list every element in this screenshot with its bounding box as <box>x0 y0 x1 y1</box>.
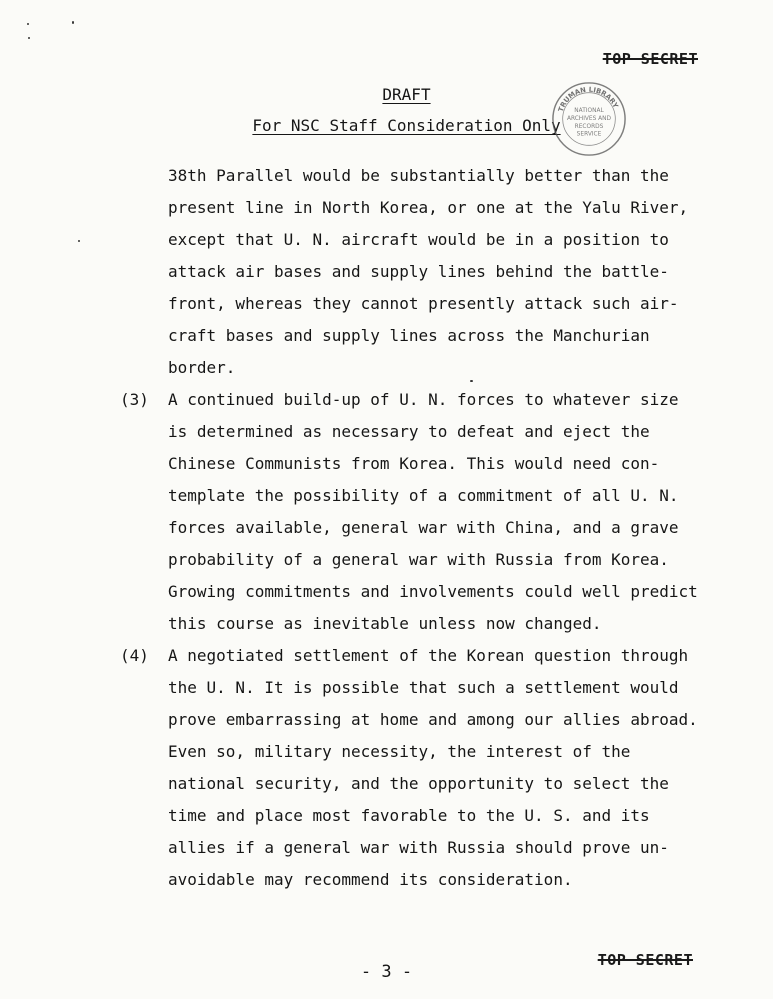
draft-label: DRAFT <box>382 85 431 104</box>
stamp-text-4: SERVICE <box>576 131 602 138</box>
text-line: template the possibility of a commitment of all U. N. <box>168 486 679 505</box>
text-line: probability of a general war with Russia from Korea. <box>168 550 669 569</box>
text-line: allies if a general war with Russia should prove un- <box>168 838 669 857</box>
text-line: attack air bases and supply lines behind the battle- <box>168 262 669 281</box>
paragraph-4 <box>0 640 773 896</box>
text-line: Even so, military necessity, the interest of the <box>168 742 631 761</box>
text-line: Growing commitments and involvements could well predict <box>168 582 698 601</box>
body-text <box>0 160 773 896</box>
text-line: present line in North Korea, or one at the Yalu River, <box>168 198 689 217</box>
page-number: - 3 - <box>360 962 413 982</box>
text-line: except that U. N. aircraft would be in a position to <box>168 230 669 249</box>
speck <box>72 21 74 24</box>
stamp-text-1: NATIONAL <box>574 108 604 115</box>
text-line: avoidable may recommend its consideration. <box>168 870 573 889</box>
paragraph-number: (4) <box>120 646 149 665</box>
consideration-label: For NSC Staff Consideration Only <box>252 116 561 135</box>
paragraph-3 <box>0 384 773 640</box>
paragraph-intro <box>0 160 773 384</box>
text-line: Chinese Communists from Korea. This would need con- <box>168 454 660 473</box>
paragraph-number: (3) <box>120 390 149 409</box>
text-line: craft bases and supply lines across the Manchurian <box>168 326 650 345</box>
text-line: this course as inevitable unless now changed. <box>168 614 602 633</box>
text-line: forces available, general war with China, and a grave <box>168 518 679 537</box>
classification-top: TOP SECRET <box>602 50 698 68</box>
classification-bottom: TOP SECRET <box>597 951 693 969</box>
text-line: border. <box>168 358 236 377</box>
stamp-text-top: TRUMAN LIBRARY <box>556 85 620 113</box>
text-line: A continued build-up of U. N. forces to whatever size <box>168 390 679 409</box>
speck <box>28 37 30 39</box>
archive-stamp-icon <box>550 80 628 158</box>
text-line: is determined as necessary to defeat and eject the <box>168 422 650 441</box>
text-line: the U. N. It is possible that such a settlement would <box>168 678 679 697</box>
text-line: national security, and the opportunity to select the <box>168 774 669 793</box>
text-line: prove embarrassing at home and among our allies abroad. <box>168 710 698 729</box>
text-line: A negotiated settlement of the Korean question through <box>168 646 689 665</box>
stamp-text-3: RECORDS <box>574 123 604 130</box>
stamp-text-2: ARCHIVES AND <box>566 115 612 122</box>
speck <box>27 23 29 25</box>
text-line: front, whereas they cannot presently attack such air- <box>168 294 679 313</box>
text-line: 38th Parallel would be substantially better than the <box>168 166 669 185</box>
text-line: time and place most favorable to the U. S. and its <box>168 806 650 825</box>
